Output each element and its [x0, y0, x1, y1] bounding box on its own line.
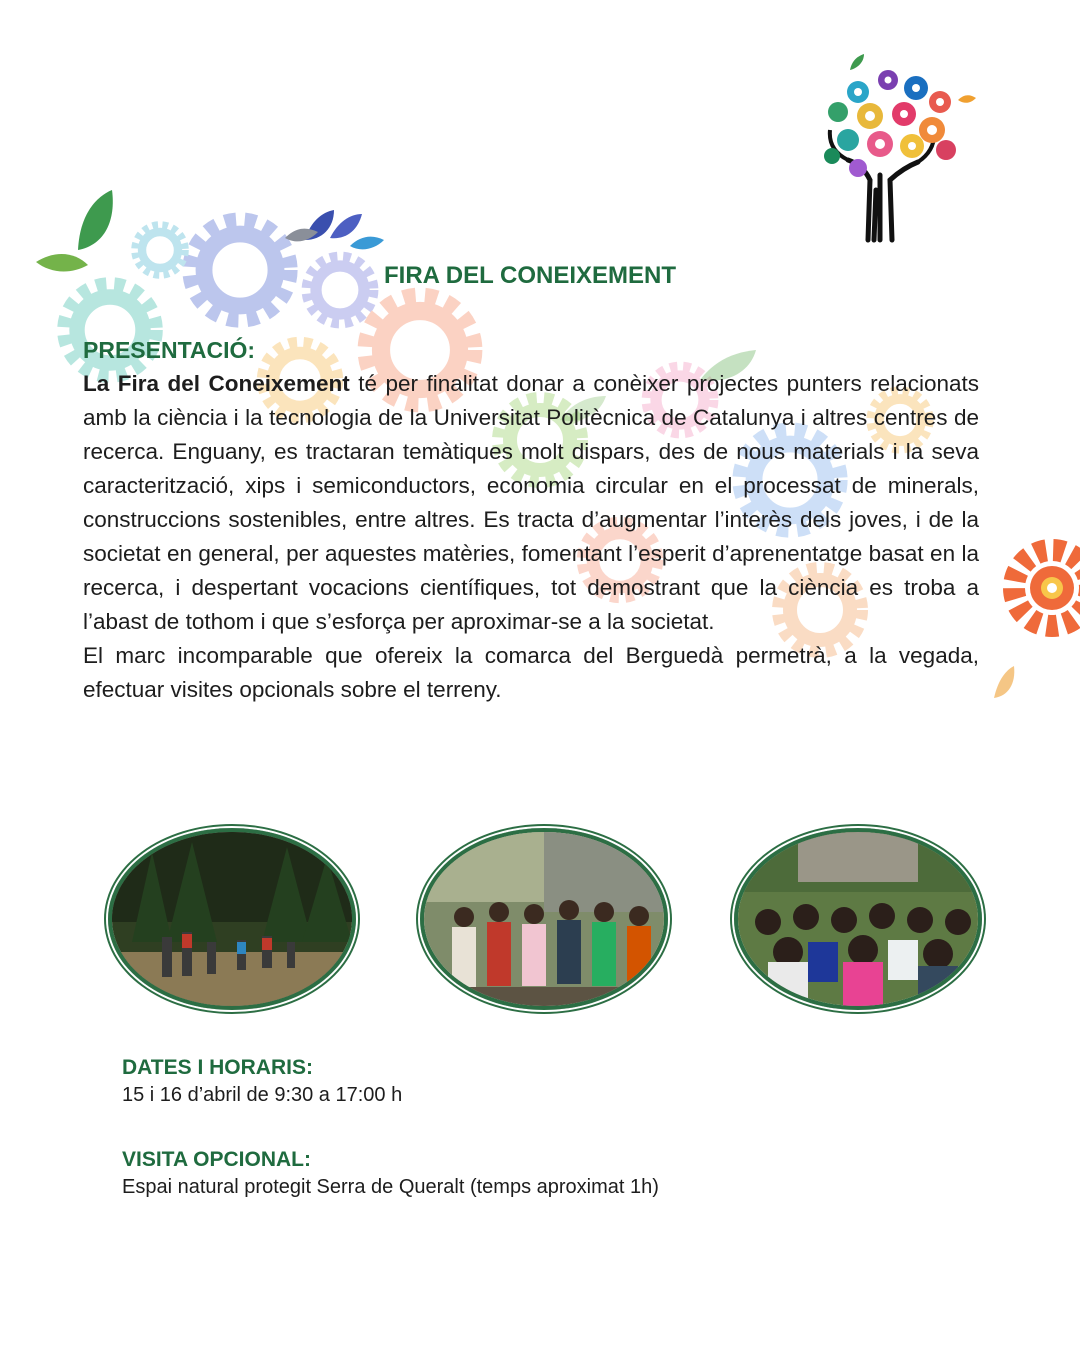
gear-tree-logo: [808, 50, 988, 250]
photo-group-looking-up: [420, 828, 668, 1010]
visit-section: [122, 1148, 922, 1199]
fair-name-bold: La Fira del Coneixement: [83, 371, 350, 396]
dates-text: 15 i 16 d’abril de 9:30 a 17:00 h: [122, 1084, 403, 1106]
dates-heading: DATES I HORARIS:: [122, 1056, 313, 1079]
photo-students-crowd: [734, 828, 982, 1010]
visit-text: Espai natural protegit Serra de Queralt (temps aproximat 1h): [122, 1176, 659, 1198]
page-title: FIRA DEL CONEIXEMENT: [383, 262, 677, 289]
presentation-paragraph-2: El marc incomparable que ofereix la comarca del Berguedà permetrà, a la vegada, efectuar visites opcionals sobre el terreny.: [83, 643, 979, 702]
dates-section: [122, 1056, 922, 1107]
presentation-section: [83, 333, 979, 707]
photo-forest-hike: [108, 828, 356, 1010]
photo-strip: [0, 824, 1080, 1016]
presentation-paragraph-1: [83, 367, 979, 639]
presentation-paragraph-1-text: té per finalitat donar a conèixer projectes punters relacionats amb la ciència i la tecnologia de la Universitat Politècnica de Catalunya i altres centres de recerca. Enguany, es tractaran temàtiques molt dispars, des de nous materials i la seva caracterització, xips i semiconductors, economia circular en el processat de minerals, construccions sostenibles, entre altres. Es tracta d’augmentar l’interès dels joves, i de la societat en general, per aquestes matèries, fomentant l’esperit d’aprenentatge basat en la recerca, i despertant vocacions científiques, tot demostrant que la ciència es troba a l’abast de tothom i que s’esforça per aproximar-se a la societat.: [83, 371, 979, 634]
orange-gear-decoration: [990, 520, 1080, 720]
visit-heading: VISITA OPCIONAL:: [122, 1148, 311, 1171]
presentation-heading: PRESENTACIÓ:: [83, 337, 256, 363]
